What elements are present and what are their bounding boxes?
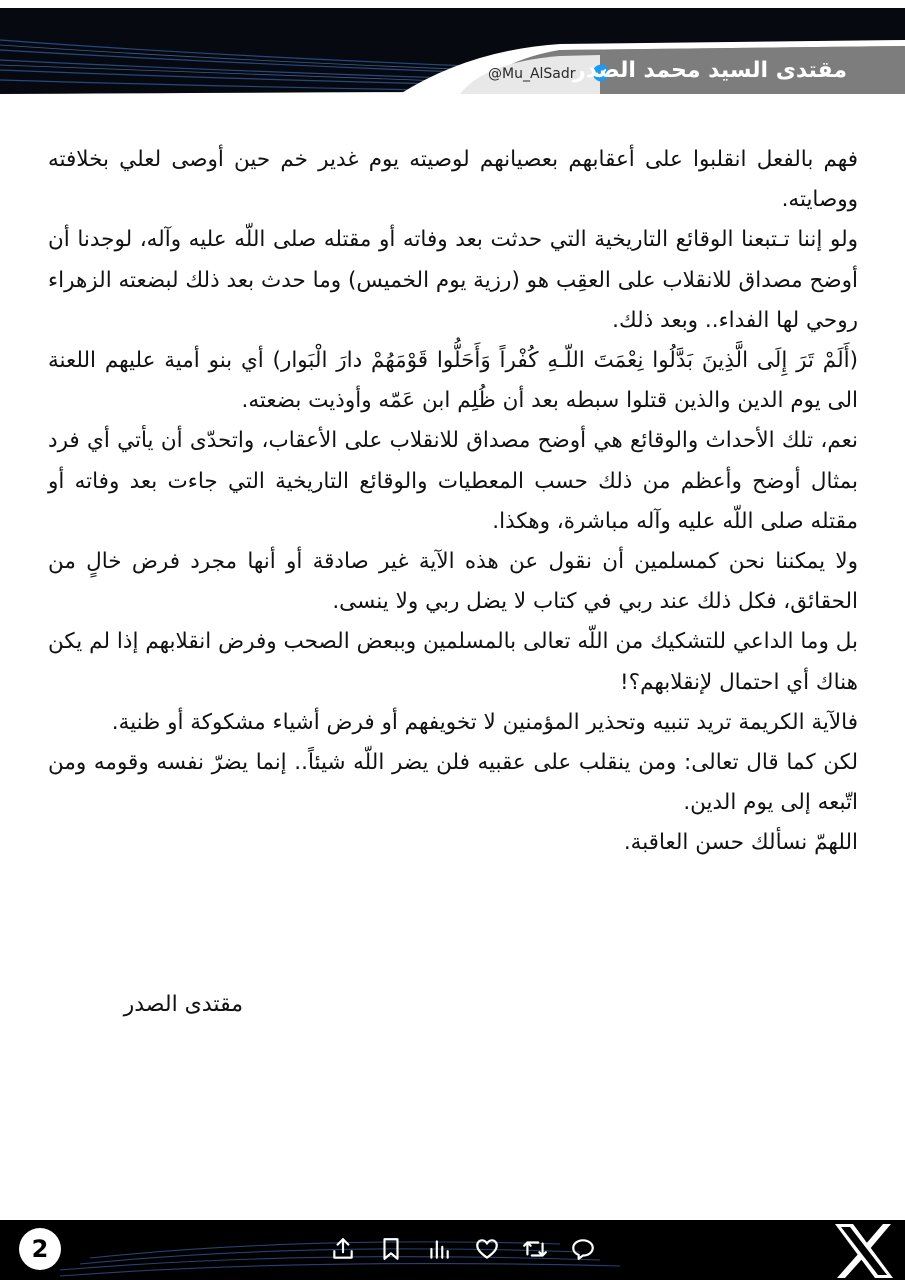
- paragraph: اللهمّ نسألك حسن العاقبة.: [623, 830, 858, 856]
- paragraph: ولو إننا تـتبعنا الوقائع التاريخية التي حدثت بعد وفاته أو مقتله صلى اللّه عليه وآله، لوجدنا أن أوضح مصداق للانقلاب على العقِب هو (رزية يوم الخميس) وما حدث بعد ذلك لبضعته الزهراء روحي لها الفداء.. وبعد ذلك.: [48, 227, 858, 333]
- post-body: [48, 140, 858, 864]
- paragraph: فالآية الكريمة تريد تنبيه وتحذير المؤمنين لا تخويفهم أو فرض أشياء مشكوكة أو ظنية.: [111, 709, 858, 735]
- paragraph: فهم بالفعل انقلبوا على أعقابهم بعصيانهم لوصيته يوم غدير خم حين أوصى لعلي بخلافته ووصايته.: [48, 147, 858, 213]
- reply-icon[interactable]: [568, 1234, 598, 1264]
- retweet-icon[interactable]: [520, 1234, 550, 1264]
- author-handle[interactable]: @Mu_AlSadr: [488, 66, 576, 82]
- x-logo-icon[interactable]: [831, 1222, 897, 1280]
- signature: مقتدى الصدر: [123, 992, 243, 1017]
- share-icon[interactable]: [328, 1234, 358, 1264]
- post-footer: [0, 1220, 905, 1280]
- author-name[interactable]: مقتدى السيد محمد الصدر: [573, 58, 847, 83]
- action-bar: [328, 1234, 598, 1266]
- post-header: [0, 0, 905, 96]
- paragraph: لكن كما قال تعالى: ومن ينقلب على عقبيه فلن يضر اللّه شيئاً.. إنما يضرّ نفسه وقومه ومن اتّبعه إلى يوم الدين.: [48, 750, 858, 816]
- paragraph: بل وما الداعي للتشكيك من اللّه تعالى بالمسلمين وببعض الصحب وفرض انقلابهم إذا لم يكن هناك أي احتمال لإنقلابهم؟!: [48, 629, 858, 695]
- views-icon[interactable]: [424, 1234, 454, 1264]
- paragraph: نعم، تلك الأحداث والوقائع هي أوضح مصداق للانقلاب على الأعقاب، واتحدّى أن يأتي أي فرد بمثال أوضح وأعظم من ذلك حسب المعطيات والوقائع التاريخية التي جاءت بعد وفاته أو مقتله صلى اللّه عليه وآله مباشرة، وهكذا.: [48, 428, 858, 534]
- bookmark-icon[interactable]: [376, 1234, 406, 1264]
- page-number: 2: [19, 1228, 61, 1270]
- paragraph: (أَلَمْ تَرَ إِلَى الَّذِينَ بَدَّلُوا نِعْمَتَ اللّـهِ كُفْراً وَأَحَلُّوا قَوْمَهُمْ دارَ الْبَوار) أي بنو أمية عليهم اللعنة الى يوم الدين والذين قتلوا سبطه بعد أن ظُلِم ابن عَمّه وأوذيت بضعته.: [48, 348, 858, 414]
- paragraph: ولا يمكننا نحن كمسلمين أن نقول عن هذه الآية غير صادقة أو أنها مجرد فرض خالٍ من الحقائق، فكل ذلك عند ربي في كتاب لا يضل ربي ولا ينسى.: [48, 549, 858, 615]
- like-icon[interactable]: [472, 1234, 502, 1264]
